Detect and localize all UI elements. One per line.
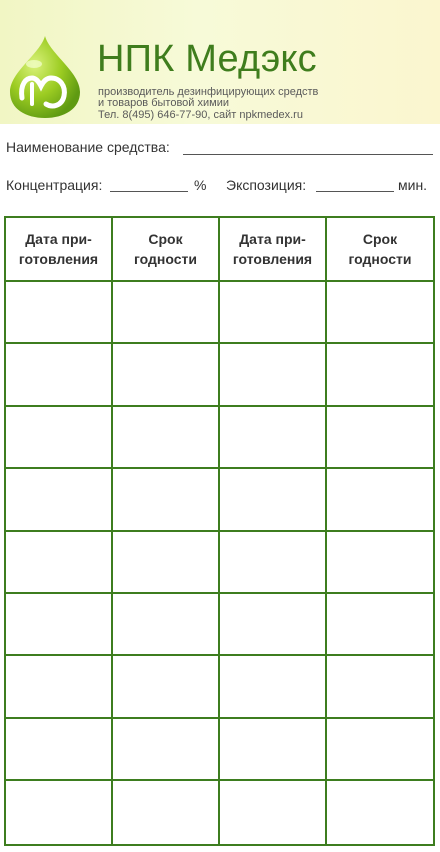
table-cell[interactable] [6,282,113,344]
tagline-line2: и товаров бытовой химии [98,97,229,109]
table-cell[interactable] [327,282,433,344]
table-cell[interactable] [327,781,433,843]
table-cell[interactable] [113,656,220,718]
table-cell[interactable] [6,532,113,594]
table-cell[interactable] [327,719,433,781]
header-banner [0,0,440,124]
header-prep-date-2: Дата при- готовления [220,218,327,282]
table-cell[interactable] [6,407,113,469]
contacts-line: Тел. 8(495) 646-77-90, сайт npkmedex.ru [98,109,303,121]
table-cell[interactable] [113,532,220,594]
concentration-field[interactable] [110,191,188,192]
header-expiry-2: Срок годности [327,218,433,282]
table-cell[interactable] [113,282,220,344]
table-cell[interactable] [327,532,433,594]
table-cell[interactable] [220,469,327,531]
table-cell[interactable] [6,781,113,843]
table-cell[interactable] [220,656,327,718]
table-cell[interactable] [220,532,327,594]
table-cell[interactable] [6,656,113,718]
exposure-field[interactable] [316,191,394,192]
table-cell[interactable] [113,469,220,531]
table-cell[interactable] [113,719,220,781]
table-cell[interactable] [220,719,327,781]
table-cell[interactable] [6,469,113,531]
product-name-field[interactable] [183,154,433,155]
table-cell[interactable] [220,594,327,656]
brand-title: НПК Медэкс [97,38,317,80]
table-cell[interactable] [327,407,433,469]
table-cell[interactable] [327,344,433,406]
table-cell[interactable] [220,407,327,469]
table-cell[interactable] [113,407,220,469]
product-name-label: Наименование средства: [6,139,170,155]
minutes-unit: мин. [398,177,428,193]
exposure-label: Экспозиция: [226,177,307,193]
table-cell[interactable] [113,594,220,656]
table-cell[interactable] [327,594,433,656]
table-cell[interactable] [220,781,327,843]
tagline-line1: производитель дезинфицирующих средств [98,86,319,98]
table-cell[interactable] [327,469,433,531]
table-cell[interactable] [113,344,220,406]
concentration-label: Концентрация: [6,177,103,193]
table-cell[interactable] [327,656,433,718]
medex-drop-logo-icon [6,34,84,120]
table-cell[interactable] [113,781,220,843]
percent-unit: % [194,177,207,193]
table-cell[interactable] [6,719,113,781]
table-cell[interactable] [220,344,327,406]
table-cell[interactable] [220,282,327,344]
shelf-life-table [4,216,435,846]
table-cell[interactable] [6,594,113,656]
table-cell[interactable] [6,344,113,406]
header-prep-date-1: Дата при- готовления [6,218,113,282]
header-expiry-1: Срок годности [113,218,220,282]
